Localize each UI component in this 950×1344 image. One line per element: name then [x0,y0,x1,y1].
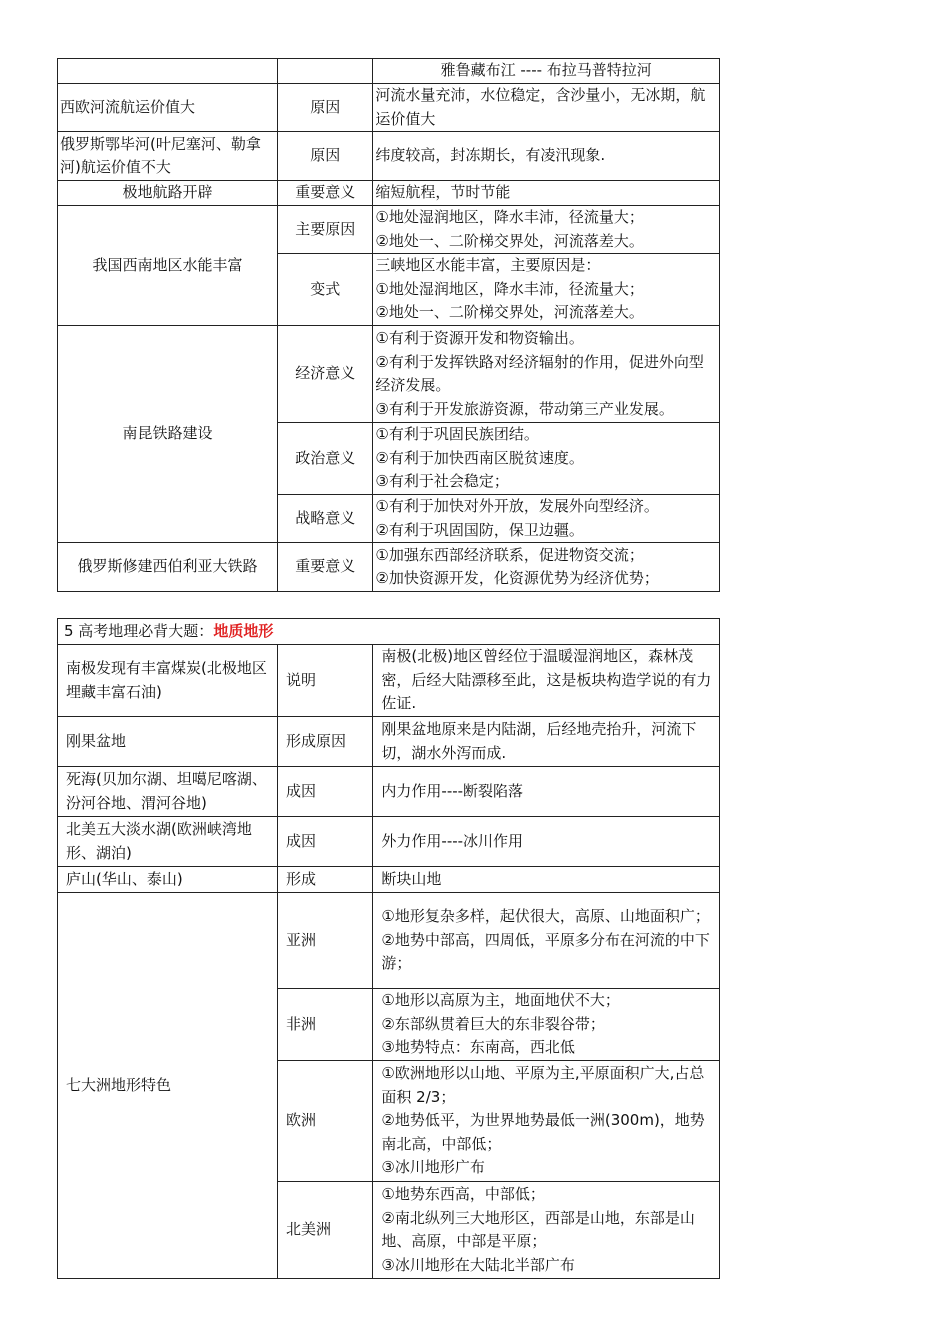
content-line: ①有利于资源开发和物资输出。 [375,329,584,347]
table-row [58,543,720,592]
table-row [58,767,720,817]
content-cell: 内力作用----断裂陷落 [373,767,720,817]
content-line: ②地势低平，为世界地势最低一洲(300m)，地势南北高，中部低； [381,1111,705,1153]
content-line: ③冰川地形广布 [381,1158,485,1177]
aspect-cell: 非洲 [277,989,372,1061]
content-line: 三峡地区水能丰富，主要原因是： [375,256,601,275]
topic-cell: 死海(贝加尔湖、坦噶尼喀湖、汾河谷地、渭河谷地) [58,767,278,817]
topic-cell: 庐山(华山、泰山) [58,867,278,893]
topic-cell: 刚果盆地 [58,717,278,767]
table-row [58,645,720,717]
section-title [58,619,720,645]
empty-cell [277,59,372,84]
content-line: ②有利于巩固国防，保卫边疆。 [375,520,584,539]
topic-cell: 我国西南地区水能丰富 [58,206,278,326]
table-row [58,867,720,893]
topic-cell: 七大洲地形特色 [58,893,278,1279]
content-line: ③地势特点：东南高，西北低 [381,1038,575,1057]
aspect-cell: 战略意义 [277,495,372,543]
section-title-prefix: 5 高考地理必背大题： [64,621,214,640]
aspect-cell: 说明 [277,645,372,717]
content-line: ①地势东西高，中部低； [381,1185,545,1203]
content-cell [373,1061,720,1182]
content-line: ①加强东西部经济联系，促进物资交流； [375,545,644,564]
content-line: ②南北纵列三大地形区，西部是山地，东部是山地、高原，中部是平原； [381,1208,695,1250]
table-row [58,717,720,767]
content-line: ①有利于加快对外开放，发展外向型经济。 [375,497,659,515]
content-cell [373,1182,720,1279]
aspect-cell: 原因 [277,84,372,132]
content-line: ①地形以高原为主，地面地伏不大； [381,991,620,1010]
content-cell [373,543,720,592]
aspect-cell: 亚洲 [277,893,372,989]
table-row [58,893,720,989]
topic-cell: 西欧河流航运价值大 [58,84,278,132]
content-cell [373,423,720,495]
aspect-cell: 重要意义 [277,181,372,206]
topic-cell: 俄罗斯修建西伯利亚大铁路 [58,543,278,592]
aspect-cell: 重要意义 [277,543,372,592]
content-line: ②加快资源开发，化资源优势为经济优势； [375,569,659,587]
content-cell [373,206,720,254]
aspect-cell: 成因 [277,817,372,867]
table-row [58,326,720,423]
header-note: 雅鲁藏布江 ---- 布拉马普特拉河 [373,59,720,84]
topic-cell: 南极发现有丰富煤炭(北极地区埋藏丰富石油) [58,645,278,717]
aspect-cell: 变式 [277,254,372,326]
aspect-cell: 主要原因 [277,206,372,254]
content-line: ③有利于开发旅游资源，带动第三产业发展。 [375,399,674,418]
aspect-cell: 形成原因 [277,717,372,767]
content-line: ③有利于社会稳定； [375,472,509,491]
geology-landform-table [57,618,720,1279]
content-line: ①地处湿润地区，降水丰沛，径流量大； [375,279,644,298]
table-row [58,59,720,84]
content-cell [373,326,720,423]
table-row [58,206,720,254]
content-line: ①有利于巩固民族团结。 [375,425,539,444]
aspect-cell: 北美洲 [277,1182,372,1279]
table-row [58,132,720,181]
aspect-cell: 原因 [277,132,372,181]
table-row [58,84,720,132]
content-line: ②地处一、二阶梯交界处，河流落差大。 [375,303,644,322]
content-cell [373,989,720,1061]
content-cell: 南极(北极)地区曾经位于温暖湿润地区，森林茂密，后经大陆漂移至此，这是板块构造学说的有力佐证. [373,645,720,717]
aspect-cell: 形成 [277,867,372,893]
content-line: ②有利于发挥铁路对经济辐射的作用，促进外向型经济发展。 [375,352,704,394]
topic-cell: 南昆铁路建设 [58,326,278,543]
aspect-cell: 经济意义 [277,326,372,423]
content-cell: 缩短航程，节时节能 [373,181,720,206]
content-line: ③冰川地形在大陆北半部广布 [381,1255,575,1274]
content-cell [373,495,720,543]
content-cell: 外力作用----冰川作用 [373,817,720,867]
content-line: ①地处湿润地区，降水丰沛，径流量大； [375,208,644,226]
content-cell [373,254,720,326]
content-cell: 刚果盆地原来是内陆湖，后经地壳抬升，河流下切，湖水外泻而成. [373,717,720,767]
aspect-cell: 欧洲 [277,1061,372,1182]
content-cell: 河流水量充沛，水位稳定，含沙量小，无冰期，航运价值大 [373,84,720,132]
content-line: ①欧洲地形以山地、平原为主,平原面积广大,占总面积 2/3； [381,1064,705,1106]
empty-cell [58,59,278,84]
content-line: ①地形复杂多样，起伏很大，高原、山地面积广； [381,907,710,926]
content-line: ②有利于加快西南区脱贫速度。 [375,448,584,467]
content-line: ②地势中部高，四周低，平原多分布在河流的中下游； [381,930,710,973]
aspect-cell: 政治意义 [277,423,372,495]
table-row [58,181,720,206]
content-line: ②东部纵贯着巨大的东非裂谷带； [381,1014,605,1033]
content-line: ②地处一、二阶梯交界处，河流落差大。 [375,231,644,250]
aspect-cell: 成因 [277,767,372,817]
content-cell: 纬度较高，封冻期长，有凌汛现象. [373,132,720,181]
content-cell: 断块山地 [373,867,720,893]
rivers-railways-table [57,58,720,592]
topic-cell: 俄罗斯鄂毕河(叶尼塞河、勒拿河)航运价值不大 [58,132,278,181]
section-title-highlight: 地质地形 [213,621,274,640]
topic-cell: 极地航路开辟 [58,181,278,206]
table-row [58,619,720,645]
table-row [58,817,720,867]
topic-cell: 北美五大淡水湖(欧洲峡湾地形、湖泊) [58,817,278,867]
content-cell [373,893,720,989]
